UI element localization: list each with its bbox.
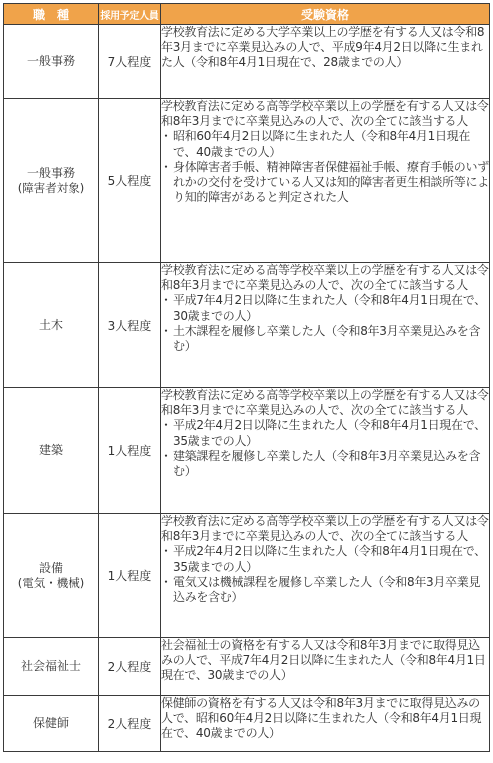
table-row — [4, 263, 490, 388]
requirements-text: 学校教育法に定める大学卒業以上の学歴を有する人又は令和8年3月までに卒業見込みの人で、平成9年4月2日以降に生まれた人（令和8年4月1日現在で、28歳までの人） — [161, 25, 485, 70]
job-name: 社会福祉士 — [20, 659, 81, 673]
requirements-cell — [161, 99, 490, 263]
job-name: 土木 — [38, 317, 63, 332]
count-cell: 7人程度 — [99, 25, 161, 99]
table-row — [4, 514, 490, 638]
job-cell — [4, 388, 99, 514]
condition-item: ・ 電気又は機械課程を履修し卒業した人（令和8年3月卒業見込みを含む） — [161, 575, 489, 605]
requirements-cell — [161, 388, 490, 514]
count-cell: 2人程度 — [99, 638, 161, 696]
condition-list — [161, 418, 489, 479]
table-row — [4, 388, 490, 514]
condition-list — [161, 129, 489, 205]
count-cell: 3人程度 — [99, 263, 161, 388]
condition-list — [161, 293, 489, 354]
requirements-text: 学校教育法に定める高等学校卒業以上の学歴を有する人又は令和8年3月までに卒業見込みの人で、次の全てに該当する人 — [161, 99, 489, 129]
count-cell: 1人程度 — [99, 514, 161, 638]
table-row — [4, 638, 490, 696]
table-row — [4, 99, 490, 263]
requirements-text: 学校教育法に定める高等学校卒業以上の学歴を有する人又は令和8年3月までに卒業見込みの人で、次の全てに該当する人 — [161, 514, 489, 544]
condition-list — [161, 544, 489, 605]
count-cell: 5人程度 — [99, 99, 161, 263]
table-header-row — [4, 4, 490, 25]
recruitment-table — [3, 3, 490, 752]
requirements-text: 社会福祉士の資格を有する人又は令和8年3月までに取得見込みの人で、平成7年4月2日以降に生まれた人（令和8年4月1日現在で、30歳までの人） — [161, 638, 486, 683]
header-count: 採用予定人員 — [99, 4, 161, 25]
recruitment-table-wrapper — [3, 3, 490, 752]
condition-item: ・ 昭和60年4月2日以降に生まれた人（令和8年4月1日現在で、40歳までの人） — [161, 129, 489, 159]
requirements-cell — [161, 696, 490, 752]
condition-item: ・ 平成7年4月2日以降に生まれた人（令和8年4月1日現在で、30歳までの人） — [161, 293, 489, 323]
job-name: 一般事務 — [26, 54, 75, 68]
requirements-cell — [161, 514, 490, 638]
requirements-cell — [161, 638, 490, 696]
job-subname: (電気・機械) — [17, 575, 85, 590]
condition-item: ・ 平成2年4月2日以降に生まれた人（令和8年4月1日現在で、35歳までの人） — [161, 418, 489, 448]
header-job: 職 種 — [4, 4, 99, 25]
job-name: 設備 — [38, 560, 63, 575]
job-name: 保健師 — [32, 716, 69, 730]
table-row — [4, 696, 490, 752]
condition-item: ・ 身体障害者手帳、精神障害者保健福祉手帳、療育手帳のいずれかの交付を受けている人又は知的障害者更生相談所等により知的障害があると判定された人 — [161, 160, 489, 206]
count-cell: 2人程度 — [99, 696, 161, 752]
job-cell — [4, 263, 99, 388]
table-row — [4, 25, 490, 99]
job-name: 建築 — [38, 443, 63, 457]
condition-item: ・ 土木課程を履修し卒業した人（令和8年3月卒業見込みを含む） — [161, 324, 489, 354]
job-cell — [4, 514, 99, 638]
requirements-text: 保健師の資格を有する人又は令和8年3月までに取得見込みの人で、昭和60年4月2日以降に生まれた人（令和8年4月1日現在で、40歳までの人） — [161, 696, 482, 741]
requirements-text: 学校教育法に定める高等学校卒業以上の学歴を有する人又は令和8年3月までに卒業見込みの人で、次の全てに該当する人 — [161, 388, 489, 418]
requirements-cell — [161, 263, 490, 388]
condition-item: ・ 建築課程を履修し卒業した人（令和8年3月卒業見込みを含む） — [161, 449, 489, 479]
header-requirements: 受験資格 — [161, 4, 490, 25]
count-cell: 1人程度 — [99, 388, 161, 514]
requirements-cell — [161, 25, 490, 99]
job-name: 一般事務 — [26, 165, 75, 180]
job-cell — [4, 696, 99, 752]
job-subname: (障害者対象) — [17, 180, 85, 195]
requirements-text: 学校教育法に定める高等学校卒業以上の学歴を有する人又は令和8年3月までに卒業見込みの人で、次の全てに該当する人 — [161, 263, 489, 293]
job-cell — [4, 25, 99, 99]
job-cell — [4, 638, 99, 696]
job-cell — [4, 99, 99, 263]
condition-item: ・ 平成2年4月2日以降に生まれた人（令和8年4月1日現在で、35歳までの人） — [161, 544, 489, 574]
